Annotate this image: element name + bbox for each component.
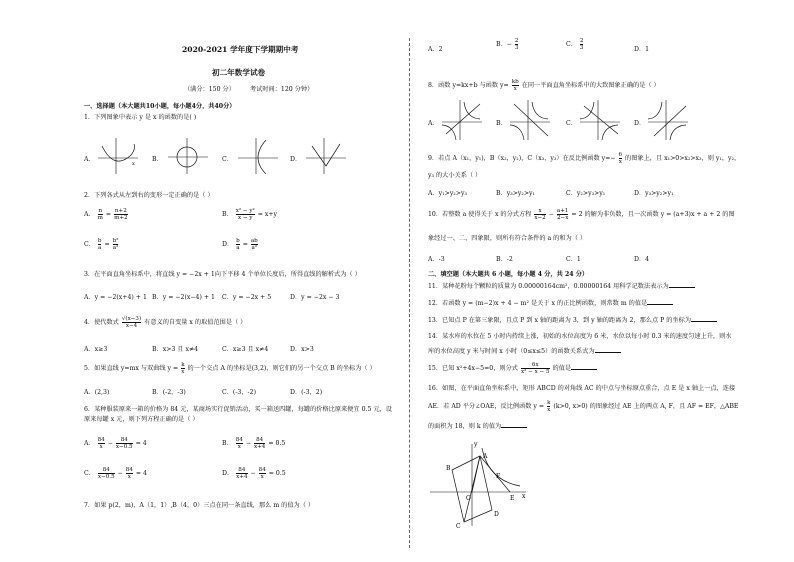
q10-option-d[interactable]: D．4 [634,256,650,263]
fig-label-b: B [446,465,451,472]
q1-graph-c [236,136,280,176]
q2-option-c[interactable]: C． $\frac{b}{a}$ = $\frac{\text{b²}}{\text{a²}}$ [84,238,119,251]
q1-option-a[interactable]: A． [84,156,95,163]
exam-title: 2020-2021 学年度下学期期中考 [182,45,299,54]
fig-label-y: y [474,441,478,448]
question-5: 5．如果直线 y=mx 与双曲线 y = $\frac{k}{x}$ 的一个交点 A 的坐标是(3,2)，则它们的另一个交点 B 的坐标为（ ） [84,362,376,375]
q7-option-c[interactable]: C． $\frac{2}{3}$ [566,38,584,51]
q2-option-b[interactable]: B． $\frac{\text{x² − y²}}{x - y}$ = x+y [222,208,278,221]
question-16-line-3: 的面积为 18，则 k 的值为 [428,423,527,431]
question-1: 1．下列图象中表示 y 是 x 的函数的是( ) [84,114,197,121]
question-10-line-2: 象经过一、二、四象限，则所有符合条件的 a 的和为（ ） [428,235,587,242]
q9-option-c[interactable]: C．y₂>y₃>y₁ [566,190,606,197]
q7-option-d[interactable]: D．1 [634,46,650,53]
q5-option-d[interactable]: D．(-3，2) [290,389,323,396]
q8-graph-a [440,98,484,142]
question-8: 8．函数 y=kx+b 与函数 y= $\frac{kb}{x}$ 在同一平面直角坐标系中的大致图象正确的是（ ） [428,79,660,92]
time-info: 考试时间：120 分钟） [250,86,314,93]
q1-graph-d [304,136,348,176]
answer-blank-14[interactable] [595,352,621,353]
score-info: （满分：150 分） [184,86,235,93]
q10-option-a[interactable]: A．-3 [428,256,445,263]
section-choice-heading: 一、选择题（本大题共10小题，每小题4分，共40分） [84,103,236,110]
exam-subtitle: 初二年数学试卷 [212,68,266,77]
q6-option-b[interactable]: B． $\frac{84}{x}$ − $\frac{84}{x+4}$ = 0.5 [222,437,286,450]
question-2: 2．下列各式从左到右的变形一定正确的是（ ） [84,192,214,199]
question-7: 7．如果 p(2，m)，A（1，1）,B（4，0）三点在同一条直线，那么 m 的值为（ ） [84,502,315,509]
fig-label-f: F [496,473,501,480]
q3-option-c[interactable]: C．y = −2x + 5 [222,294,272,301]
q8-option-a[interactable]: A． [428,120,439,127]
q4-option-c[interactable]: C．x≥3 且 x≠4 [222,346,269,353]
q8-option-c[interactable]: C． [566,120,577,127]
question-14-line-2: 库的水位高度 y 米与时间 x 小时（0≤x≤5）的函数关系式为 [428,348,621,356]
q5-option-c[interactable]: C．(-3，-2) [222,389,256,396]
q10-option-b[interactable]: B．-2 [496,256,513,263]
question-14-line-1: 14．某水库的水位在 5 小时内持续上涨，初始的水位高度为 6 米，水位以每小时 0.3 米的速度匀速上升，则水 [428,333,732,340]
q1-option-b[interactable]: B． [152,156,163,163]
question-4: 4．使代数式 $\frac{√(x-3)}{x-4}$ 有意义的自变量 x 的取值范围是（ ） [84,316,247,329]
q3-option-a[interactable]: A．y = −2(x+4) + 1 [84,294,147,301]
question-9: 9．若点 A（x₁，y₁)，B（x₂，y₂)，C（x₃，y₃）在反比例函数 y=− $\frac{6}{x}$ 的图象上，且 x₁>0>x₂>x₃，则 y₁，y₂， [428,152,741,165]
q6-option-d[interactable]: D． $\frac{84}{x+4}$ − $\frac{84}{x}$ = 0.5 [222,467,286,480]
question-3: 3．在平面直角坐标系中，将直线 y = −2x + 1向下平移 4 个单位长度后，所得直线的解析式为（ ） [84,271,361,278]
q3-option-b[interactable]: B．y = −2(x−4) + 1 [152,294,215,301]
q6-option-a[interactable]: A． $\frac{84}{x}$ − $\frac{84}{x-0.5}$ = 4 [84,437,147,450]
question-10: 10．若整数 a 使得关于 x 的分式方程 $\frac{x}{x-2}$ − $\frac{a+1}{2-x}$ = 2 的解为非负数，且一次函数 y = (a+3)x + a + 2 的图 [428,208,735,221]
q7-option-b[interactable]: B．− $\frac{2}{3}$ [496,38,519,51]
question-11: 11．某种花粉每个颗粒的质量为 0.00000164cm²，0.00000164 用科学记数法表示为 [428,283,695,291]
q1-graph-a [96,136,140,176]
question-16-line-1: 16．如图，在平面直角坐标系中，矩形 ABCD 的对角线 AC 的中点与坐标原点重合，点 E 是 x 轴上一点，连接 [428,385,736,392]
q5-option-b[interactable]: B．(-2，-3) [152,389,186,396]
q8-graph-c [578,98,622,142]
fig-label-d: D [494,511,499,518]
fig-label-x: x [522,493,526,500]
question-12: 12．若函数 y = (m−2)x + 4 − m² 是关于 x 的正比例函数，则常数 m 的值是 [428,300,673,308]
answer-blank-16[interactable] [501,427,527,428]
q9-option-d[interactable]: D．y₃>y₂>y₁ [634,190,674,197]
q8-graph-b [508,98,552,142]
q2-option-d[interactable]: D． $\frac{b}{a}$ = $\frac{ab}{\text{a²}}$ [222,238,258,251]
q4-option-d[interactable]: D．x>3 [290,346,314,353]
answer-blank-15[interactable] [571,369,597,370]
q8-option-d[interactable]: D． [634,120,646,127]
question-15: 15．已知 x²+4x−5=0，则分式 $\frac{6x}{\text{x² − x − 5}}$ 的值是 [428,362,597,375]
section-fill-heading: 二、填空题（本大题共 6 小题，每小题 4 分，共 24 分） [428,271,589,278]
answer-blank-11[interactable] [669,287,695,288]
x-axis-label: x [132,161,135,167]
answer-blank-13[interactable] [691,321,717,322]
q10-option-c[interactable]: C．1 [566,256,581,263]
question-6-line-2: 原来每罐 x 元，则下列方程正确的是（ ） [84,416,199,423]
question-6-line-1: 6．某种服装原来一箱的价格为 84 元，某商场实行促销活动，买一箱送四罐，每罐的价格比原来便宜 0.5 元，设 [84,406,392,413]
q4-option-b[interactable]: B．x>3 且 x≠4 [152,346,199,353]
answer-blank-12[interactable] [647,304,673,305]
q16-figure [430,440,530,528]
q2-option-a[interactable]: A． $\frac{n}{m}$ = $\frac{n+2}{m+2}$ [84,208,128,221]
question-9-line-2: y₃ 的大小关系（ ） [428,172,482,179]
fig-label-a: A [483,453,488,460]
q1-option-d[interactable]: D． [290,156,302,163]
q9-option-a[interactable]: A．y₁>y₂>y₃ [428,190,467,197]
q4-option-a[interactable]: A．x≥3 [84,346,108,353]
question-13: 13．已知点 P 在第三象限，且点 P 到 x 轴的距离为 3，到 y 轴的距离为 2，那么点 P 的坐标为 [428,317,717,325]
q8-option-b[interactable]: B． [496,120,507,127]
column-divider [409,38,410,548]
q1-option-c[interactable]: C． [222,156,233,163]
question-16-line-2: AE．若 AD 平分∠OAE，反比例函数 y = $\frac{k}{x}$ (k>0, x>0) 的图象经过 AE 上的两点 A, F，且 AF = EF，△ABE [428,400,739,413]
q7-option-a[interactable]: A．2 [428,46,443,53]
q1-graph-b [166,136,210,176]
q9-option-b[interactable]: B．y₃>y₂>y₁ [496,190,536,197]
q8-graph-d [646,98,690,142]
q6-option-c[interactable]: C． $\frac{84}{x-0.5}$ − $\frac{84}{x}$ = 4 [84,467,147,480]
q3-option-d[interactable]: D．y = −2x − 3 [290,294,340,301]
fig-label-e: E [510,495,515,502]
fig-label-o: O [466,495,471,502]
fig-label-c: C [456,523,461,530]
q5-option-a[interactable]: A．(2,3) [84,389,110,396]
